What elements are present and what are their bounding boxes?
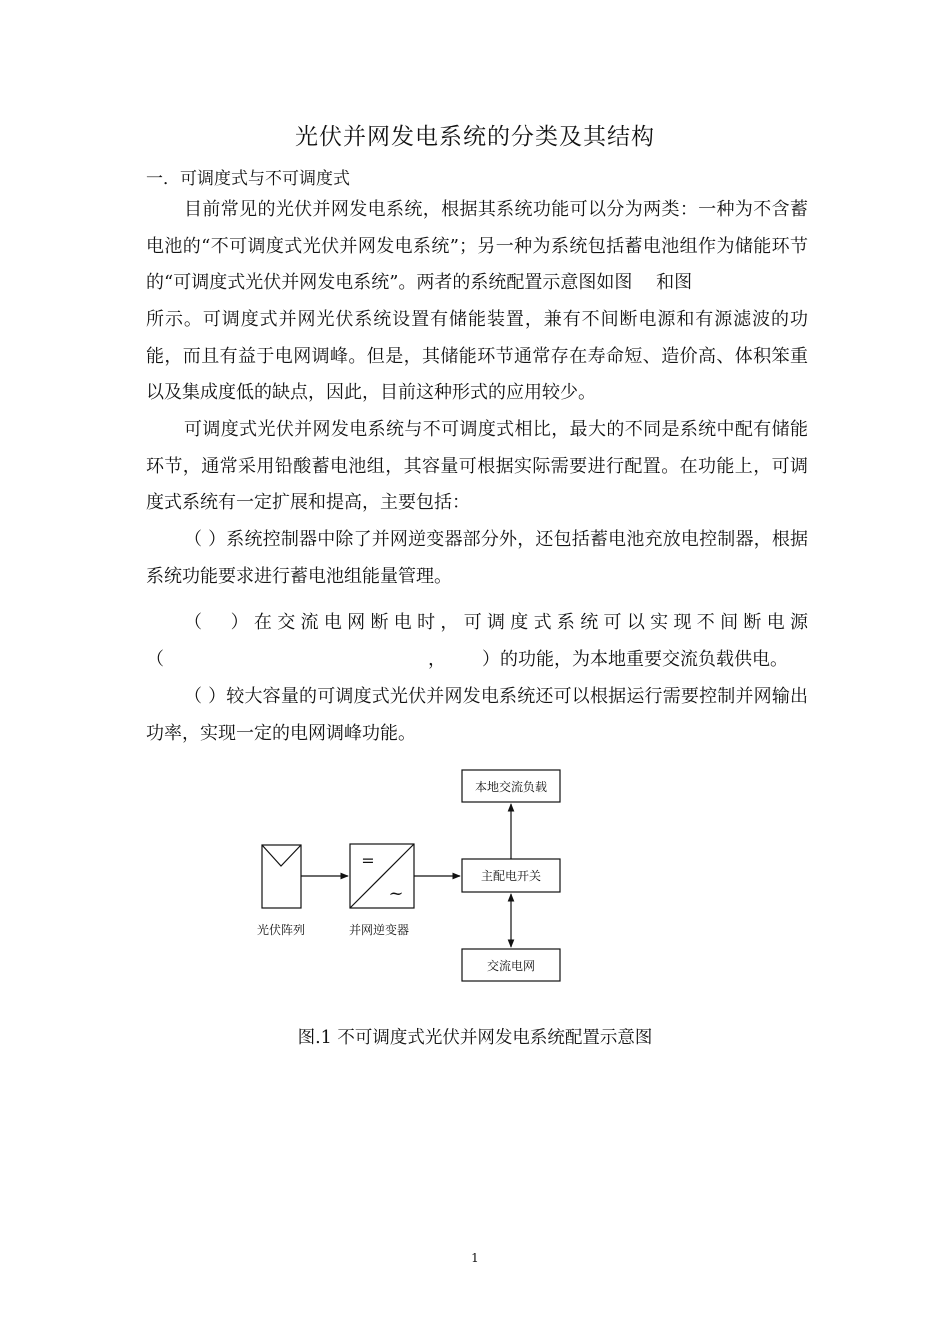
document-title: 光伏并网发电系统的分类及其结构 [295,124,655,150]
list-item-2-tail: ）的功能，为本地重要交流负载供电。 [482,649,788,670]
paragraph-2: 可调度式光伏并网发电系统与不可调度式相比，最大的不同是系统中配有储能环节，通常采用铅酸蓄电池组，其容量可根据实际需要进行配置。在功能上，可调度式系统有一定扩展和提高，主要包括： [146,419,808,514]
grid-label: 交流电网 [486,959,536,973]
list-item-2-comma: ， [428,649,446,670]
list-item-2-line-1: （ ）在交流电网断电时，可调度式系统可以实现不间断电源 [184,612,808,633]
figure-caption: 图.1 不可调度式光伏并网发电系统配置示意图 [297,1028,653,1048]
main-switch-box [462,859,560,892]
page-number: 1 [471,1251,479,1265]
list-item-1: （ ）系统控制器中除了并网逆变器部分外，还包括蓄电池充放电控制器，根据系统功能要求进行蓄电池组能量管理。 [146,529,808,587]
main-switch-label: 主配电开关 [480,869,542,883]
grid-box [462,949,560,981]
ac-symbol: ~ [388,883,404,904]
local-load-box [462,770,560,802]
dc-symbol: = [361,851,375,870]
inverter-box [350,844,414,908]
local-load-label: 本地交流负载 [474,780,548,794]
list-item-2-open-paren: （ [146,649,164,670]
paragraph-1-continued: 所示。可调度式并网光伏系统设置有储能装置，兼有不间断电源和有源滤波的功能，而且有益于电网调峰。但是，其储能环节通常存在寿命短、造价高、体积笨重以及集成度低的缺点，因此，目前这种形式的应用较少。 [146,309,808,404]
pv-array-icon [262,845,301,908]
section-heading: 一．可调度式与不可调度式 [146,169,350,189]
list-item-3: （ ）较大容量的可调度式光伏并网发电系统还可以根据运行需要控制并网输出功率，实现一定的电网调峰功能。 [146,686,808,744]
pv-array-label: 光伏阵列 [256,923,306,937]
inverter-label: 并网逆变器 [348,923,410,937]
system-configuration-diagram [246,764,576,994]
paragraph-1: 目前常见的光伏并网发电系统，根据其系统功能可以分为两类：一种为不含蓄电池的“不可调度式光伏并网发电系统”；另一种为系统包括蓄电池组作为储能环节的“可调度式光伏并网发电系统”。两者的系统配置示意图如图 和图 [146,199,808,294]
